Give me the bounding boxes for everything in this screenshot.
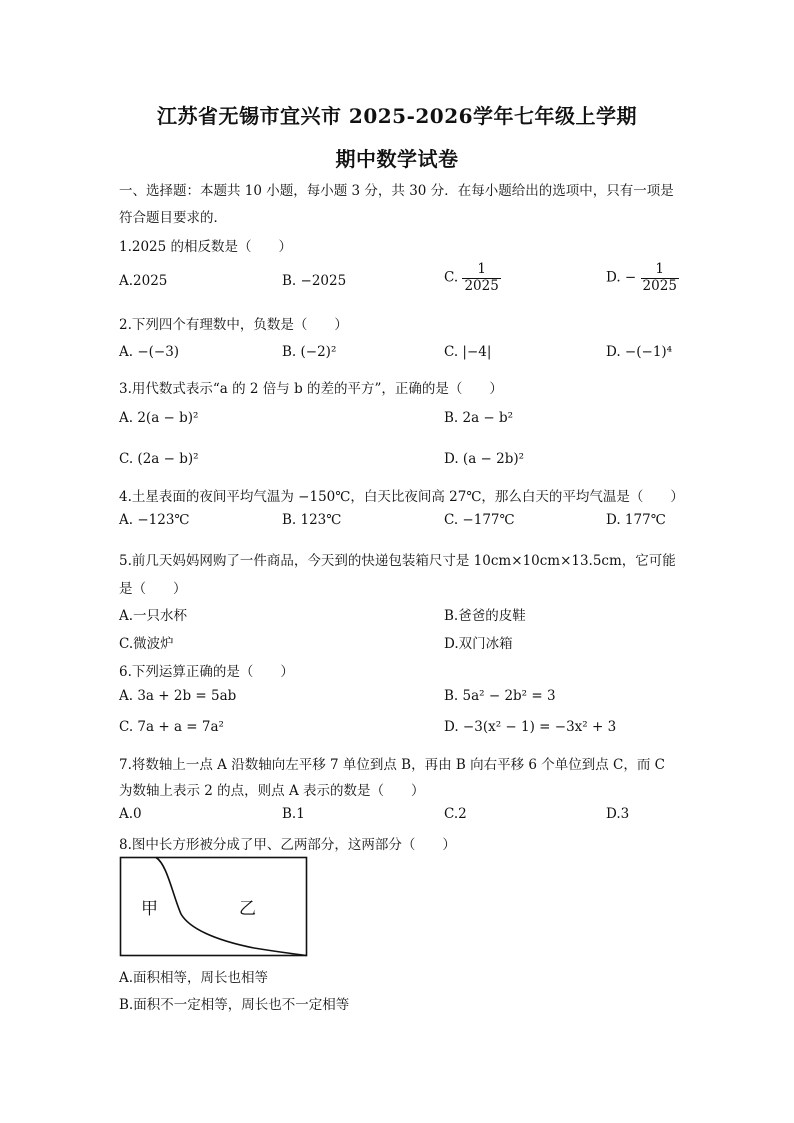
question-3-option-b: B. 2a − b² xyxy=(444,410,514,426)
fraction-d-numerator: 1 xyxy=(641,262,679,279)
question-1-option-a: A.2025 xyxy=(119,273,168,289)
rectangle-division-figure xyxy=(119,856,309,958)
question-5-option-a: A.一只水杯 xyxy=(119,608,188,624)
question-8-option-a: A.面积相等，周长也相等 xyxy=(119,970,269,986)
option-c-letter: C. xyxy=(444,269,459,286)
question-2-option-a: A. −(−3) xyxy=(119,344,180,360)
question-7-option-c: C.2 xyxy=(444,806,467,822)
question-6-option-b: B. 5a² − 2b² = 3 xyxy=(444,688,556,704)
question-6-option-a: A. 3a + 2b = 5ab xyxy=(119,688,237,704)
fraction-c-numerator: 1 xyxy=(462,262,500,279)
question-2-option-b: B. (−2)² xyxy=(282,344,337,360)
question-4-option-a: A. −123℃ xyxy=(119,512,190,528)
question-1-option-b: B. −2025 xyxy=(282,273,347,289)
question-3-stem: 3.用代数式表示“a 的 2 倍与 b 的差的平方”，正确的是（ ） xyxy=(119,381,503,397)
option-d-letter: D. − xyxy=(606,269,637,286)
question-5-option-d: D.双门冰箱 xyxy=(444,636,513,652)
region-jia-label: 甲 xyxy=(141,899,158,919)
dividing-curve xyxy=(156,858,307,956)
question-5-stem-line1: 5.前几天妈妈网购了一件商品，今天到的快递包装箱尺寸是 10cm×10cm×13.5cm，它可能 xyxy=(119,553,676,569)
question-2-option-c: C. |−4| xyxy=(444,344,492,360)
question-5-stem-line2: 是（ ） xyxy=(119,581,187,597)
question-7-option-d: D.3 xyxy=(606,806,630,822)
question-3-option-c: C. (2a − b)² xyxy=(119,451,199,467)
exam-title-line2: 期中数学试卷 xyxy=(335,147,459,171)
question-7-stem-line1: 7.将数轴上一点 A 沿数轴向左平移 7 单位到点 B，再由 B 向右平移 6 个单位到点 C，而 C xyxy=(119,757,666,773)
question-8-stem: 8.图中长方形被分成了甲、乙两部分，这两部分（ ） xyxy=(119,837,456,853)
question-5-option-b: B.爸爸的皮鞋 xyxy=(444,608,526,624)
question-2-option-d: D. −(−1)⁴ xyxy=(606,344,673,360)
exam-title-line1: 江苏省无锡市宜兴市 2025-2026学年七年级上学期 xyxy=(156,104,638,128)
section-instruction-line2: 符合题目要求的． xyxy=(119,210,227,226)
question-7-stem-line2: 为数轴上表示 2 的点，则点 A 表示的数是（ ） xyxy=(119,783,425,799)
question-1-stem: 1.2025 的相反数是（ ） xyxy=(119,239,293,255)
question-6-option-d: D. −3(x² − 1) = −3x² + 3 xyxy=(444,719,617,735)
question-8-option-b: B.面积不一定相等，周长也不一定相等 xyxy=(119,997,350,1013)
fraction-c xyxy=(462,262,500,294)
question-1-option-c xyxy=(444,262,501,294)
question-4-stem: 4.土星表面的夜间平均气温为 −150℃，白天比夜间高 27℃，那么白天的平均气温是（ ） xyxy=(119,489,684,505)
question-7-option-a: A.0 xyxy=(119,806,142,822)
region-yi-label: 乙 xyxy=(239,899,256,919)
section-instruction-line1: 一、选择题：本题共 10 小题，每小题 3 分，共 30 分．在每小题给出的选项中，只有一项是 xyxy=(119,183,674,199)
question-5-option-c: C.微波炉 xyxy=(119,636,174,652)
question-3-option-d: D. (a − 2b)² xyxy=(444,451,525,467)
question-6-stem: 6.下列运算正确的是（ ） xyxy=(119,664,294,680)
question-7-option-b: B.1 xyxy=(282,806,305,822)
question-2-stem: 2.下列四个有理数中，负数是（ ） xyxy=(119,317,348,333)
question-3-option-a: A. 2(a − b)² xyxy=(119,410,199,426)
question-6-option-c: C. 7a + a = 7a² xyxy=(119,719,224,735)
question-4-option-d: D. 177℃ xyxy=(606,512,666,528)
question-1-option-d xyxy=(606,262,679,294)
fraction-d xyxy=(641,262,679,294)
fraction-d-denominator: 2025 xyxy=(642,277,677,294)
fraction-c-denominator: 2025 xyxy=(464,277,499,294)
question-4-option-b: B. 123℃ xyxy=(282,512,342,528)
question-4-option-c: C. −177℃ xyxy=(444,512,515,528)
